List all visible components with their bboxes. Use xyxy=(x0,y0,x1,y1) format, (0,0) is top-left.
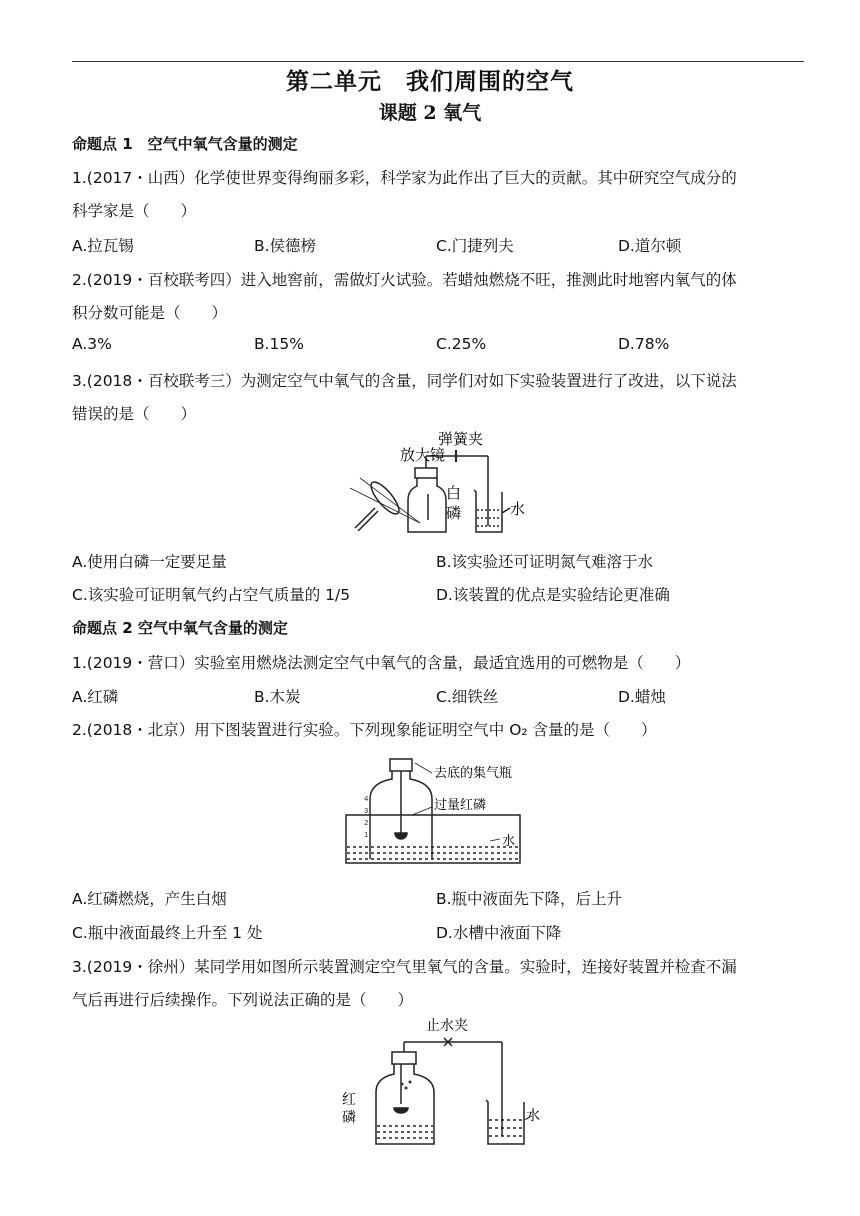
option-a: A.红磷 xyxy=(72,688,119,706)
option-b: B.侯德榜 xyxy=(254,237,317,255)
figure-label: 放大镜 xyxy=(400,446,446,464)
top-rule xyxy=(72,61,804,62)
beaker xyxy=(474,490,510,532)
section-heading-1: 命题点 1 空气中氧气含量的测定 xyxy=(72,135,298,153)
svg-text:4: 4 xyxy=(364,795,369,803)
water-trough xyxy=(346,815,520,863)
question-line: 1.(2017・山西）化学使世界变得绚丽多彩，科学家为此作出了巨大的贡献。其中研究空气成分的 xyxy=(72,169,737,187)
beaker xyxy=(486,1100,524,1144)
option-c: C.细铁丝 xyxy=(436,688,499,706)
question-line: 2.(2018・北京）用下图装置进行实验。下列现象能证明空气中 O₂ 含量的是（ ） xyxy=(72,721,657,739)
option-c: C.瓶中液面最终上升至 1 处 xyxy=(72,924,263,942)
stopper xyxy=(390,759,412,771)
option-d: D.蜡烛 xyxy=(618,688,666,706)
page-title: 第二单元 我们周围的空气 xyxy=(286,68,574,95)
section-heading-2: 命题点 2 空气中氧气含量的测定 xyxy=(72,619,288,637)
figure-label: 磷 xyxy=(342,1110,356,1126)
figure-label: 去底的集气瓶 xyxy=(434,766,513,781)
option-b: B.该实验还可证明氮气难溶于水 xyxy=(436,553,654,571)
figure-label: 止水夹 xyxy=(426,1018,468,1034)
option-b: B.木炭 xyxy=(254,688,301,706)
figure-label: 水 xyxy=(502,834,516,849)
option-d: D.78% xyxy=(618,335,670,353)
stopper xyxy=(392,1052,416,1064)
option-d: D.水槽中液面下降 xyxy=(436,924,562,942)
figure-label: 磷 xyxy=(446,504,462,522)
svg-text:2: 2 xyxy=(364,819,369,827)
figure-label: 红 xyxy=(342,1092,356,1108)
figure-label: 水 xyxy=(510,500,526,518)
question-line: 3.(2019・徐州）某同学用如图所示装置测定空气里氧气的含量。实验时，连接好装置并检查不漏 xyxy=(72,958,737,976)
figure-label: 水 xyxy=(526,1108,540,1124)
question-line: 科学家是（ ） xyxy=(72,202,197,220)
svg-text:1: 1 xyxy=(364,831,369,839)
option-a: A.使用白磷一定要足量 xyxy=(72,553,227,571)
option-b: B.15% xyxy=(254,335,305,353)
figure-label: 过量红磷 xyxy=(434,798,487,813)
figure-magnifier-apparatus xyxy=(340,428,530,538)
option-d: D.道尔顿 xyxy=(618,237,682,255)
option-a: A.3% xyxy=(72,335,112,353)
question-line: 2.(2019・百校联考四）进入地窖前，需做灯火试验。若蜡烛燃烧不旺，推测此时地窖内氧气的体 xyxy=(72,271,737,289)
option-d: D.该装置的优点是实验结论更准确 xyxy=(436,586,670,604)
option-a: A.拉瓦锡 xyxy=(72,237,134,255)
page-subtitle: 课题 2 氧气 xyxy=(378,102,482,124)
question-line: 积分数可能是（ ） xyxy=(72,304,228,322)
figure-label: 白 xyxy=(446,484,462,502)
question-line: 错误的是（ ） xyxy=(72,405,197,423)
figure-phosphorus-apparatus xyxy=(340,1016,540,1151)
option-b: B.瓶中液面先下降，后上升 xyxy=(436,890,623,908)
option-c: C.门捷列夫 xyxy=(436,237,514,255)
question-line: 1.(2019・营口）实验室用燃烧法测定空气中氧气的含量，最适宜选用的可燃物是（ ） xyxy=(72,654,691,672)
option-a: A.红磷燃烧，产生白烟 xyxy=(72,890,227,908)
figure-label: 弹簧夹 xyxy=(438,430,484,448)
question-line: 气后再进行后续操作。下列说法正确的是（ ） xyxy=(72,991,414,1009)
figure-bottomless-bottle xyxy=(340,755,530,867)
option-c: C.25% xyxy=(436,335,487,353)
svg-text:3: 3 xyxy=(364,807,369,815)
magnifier-icon xyxy=(350,478,420,531)
question-line: 3.(2018・百校联考三）为测定空气中氧气的含量，同学们对如下实验装置进行了改进，以下说法 xyxy=(72,372,737,390)
option-c: C.该实验可证明氧气约占空气质量的 1/5 xyxy=(72,586,351,604)
